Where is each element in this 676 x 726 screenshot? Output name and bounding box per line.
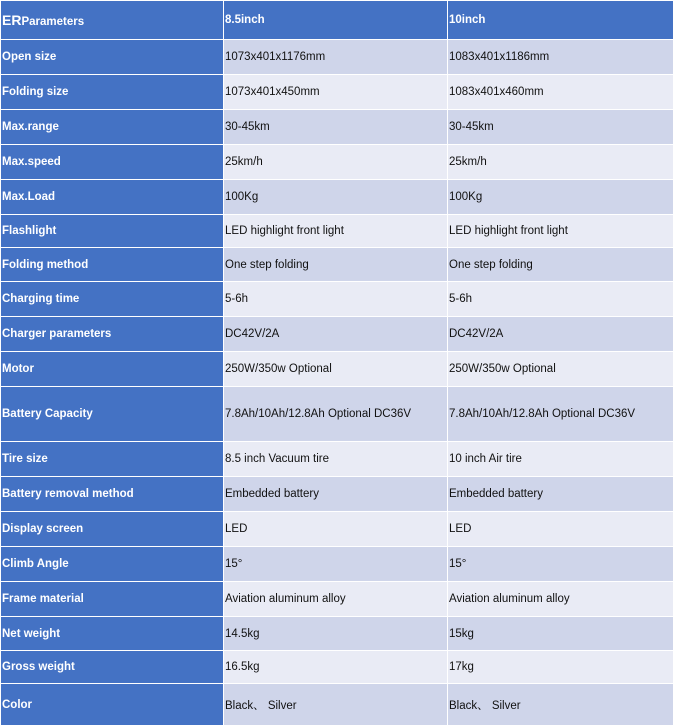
row-label: Max.speed [1,145,224,180]
row-value-10inch: Embedded battery [448,477,674,512]
row-label: Charger parameters [1,317,224,352]
table-row [1,617,674,651]
row-value-8-5inch: Black、 Silver [224,684,448,726]
row-value-8-5inch: LED [224,512,448,547]
row-value-8-5inch: LED highlight front light [224,215,448,248]
row-value-8-5inch: 5-6h [224,282,448,317]
row-label: Folding method [1,248,224,282]
row-label: Max.range [1,110,224,145]
row-value-10inch: 100Kg [448,180,674,215]
row-label: Net weight [1,617,224,651]
table-row [1,317,674,352]
table-row [1,75,674,110]
table-row [1,180,674,215]
header-col-10inch: 10inch [448,1,674,40]
row-value-8-5inch: 16.5kg [224,651,448,684]
row-label: Display screen [1,512,224,547]
table-row [1,684,674,726]
row-label: Charging time [1,282,224,317]
row-value-10inch: 25km/h [448,145,674,180]
row-value-8-5inch: Aviation aluminum alloy [224,582,448,617]
row-label: Flashlight [1,215,224,248]
row-value-10inch: 15kg [448,617,674,651]
row-value-8-5inch: 8.5 inch Vacuum tire [224,442,448,477]
row-value-8-5inch: 250W/350w Optional [224,352,448,387]
table-row [1,442,674,477]
table-row [1,512,674,547]
row-value-8-5inch: Embedded battery [224,477,448,512]
row-value-10inch: Aviation aluminum alloy [448,582,674,617]
row-value-8-5inch: 7.8Ah/10Ah/12.8Ah Optional DC36V [224,387,448,442]
row-value-8-5inch: 15° [224,547,448,582]
table-row [1,547,674,582]
row-value-10inch: DC42V/2A [448,317,674,352]
row-value-8-5inch: 100Kg [224,180,448,215]
row-value-8-5inch: 1073x401x450mm [224,75,448,110]
header-label: Parameters [21,16,85,28]
header-prefix: ER [2,12,22,28]
row-label: Color [1,684,224,726]
row-label: Motor [1,352,224,387]
row-value-10inch: Black、 Silver [448,684,674,726]
row-value-10inch: 1083x401x1186mm [448,40,674,75]
table-row [1,387,674,442]
header-col-8-5inch: 8.5inch [224,1,448,40]
table-row [1,110,674,145]
row-label: Max.Load [1,180,224,215]
header-parameters-cell [1,1,224,40]
table-row [1,651,674,684]
row-label: Frame material [1,582,224,617]
table-row [1,40,674,75]
row-value-8-5inch: 30-45km [224,110,448,145]
row-value-10inch: LED highlight front light [448,215,674,248]
row-value-10inch: 15° [448,547,674,582]
row-value-8-5inch: One step folding [224,248,448,282]
row-value-8-5inch: 1073x401x1176mm [224,40,448,75]
row-value-10inch: 250W/350w Optional [448,352,674,387]
row-value-10inch: 7.8Ah/10Ah/12.8Ah Optional DC36V [448,387,674,442]
table-row [1,248,674,282]
row-label: Open size [1,40,224,75]
row-label: Battery Capacity [1,387,224,442]
row-value-10inch: 1083x401x460mm [448,75,674,110]
row-label: Folding size [1,75,224,110]
row-label: Tire size [1,442,224,477]
table-row [1,477,674,512]
table-header-row [1,1,674,40]
row-label: Battery removal method [1,477,224,512]
table-row [1,352,674,387]
row-value-10inch: LED [448,512,674,547]
row-value-10inch: 5-6h [448,282,674,317]
table-row [1,215,674,248]
row-value-10inch: 10 inch Air tire [448,442,674,477]
row-value-8-5inch: 14.5kg [224,617,448,651]
row-value-10inch: One step folding [448,248,674,282]
table-row [1,582,674,617]
row-label: Climb Angle [1,547,224,582]
table-row [1,145,674,180]
row-value-10inch: 30-45km [448,110,674,145]
row-label: Gross weight [1,651,224,684]
row-value-8-5inch: 25km/h [224,145,448,180]
row-value-8-5inch: DC42V/2A [224,317,448,352]
table-row [1,282,674,317]
row-value-10inch: 17kg [448,651,674,684]
